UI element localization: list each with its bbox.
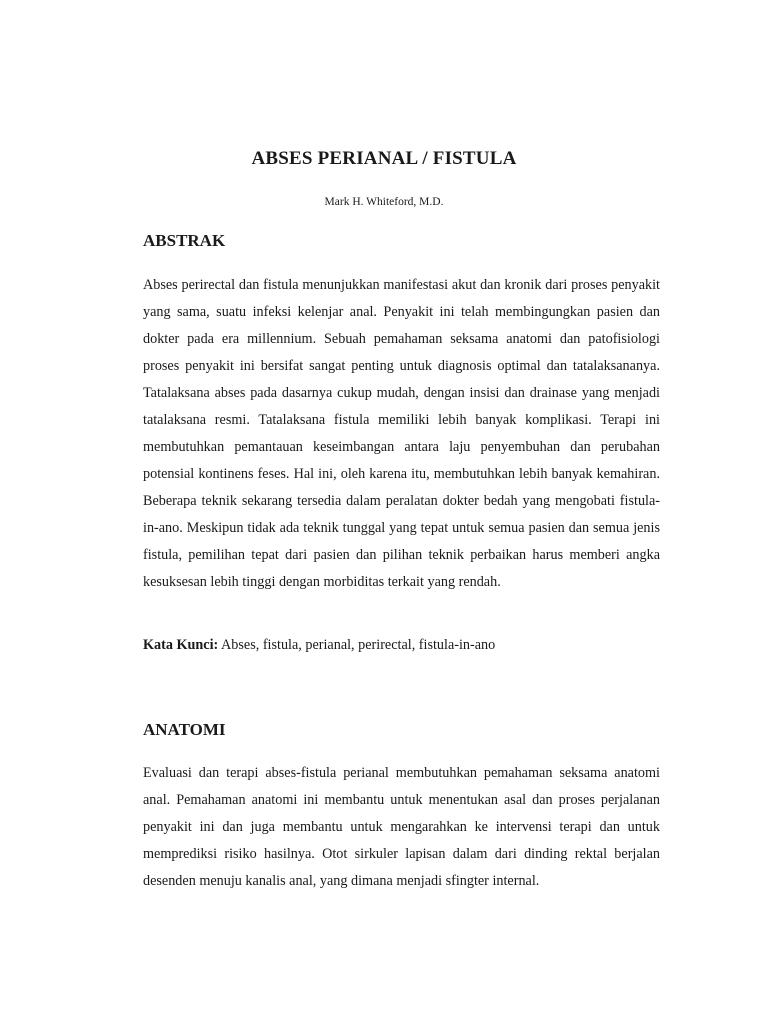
- keywords-line: [143, 634, 495, 656]
- anatomy-heading: ANATOMI: [143, 720, 226, 739]
- keywords-value: Abses, fistula, perianal, perirectal, fistula-in-ano: [218, 637, 496, 653]
- author-name: Mark H. Whiteford, M.D.: [324, 196, 444, 208]
- document-title: ABSES PERIANAL / FISTULA: [251, 148, 517, 169]
- abstract-heading: ABSTRAK: [143, 231, 226, 250]
- anatomy-paragraph: Evaluasi dan terapi abses-fistula perianal membutuhkan pemahaman seksama anatomi anal. Pemahaman anatomi ini membantu untuk menentukan asal dan proses perjalanan penyakit ini dan juga membantu untuk mengarahkan ke intervensi terapi dan untuk memprediksi risiko hasilnya. Otot sirkuler lapisan dalam dari dinding rektal berjalan desenden menuju kanalis anal, yang dimana menjadi sfingter internal.: [143, 765, 660, 889]
- keywords-label: Kata Kunci:: [143, 637, 219, 653]
- abstract-paragraph: Abses perirectal dan fistula menunjukkan manifestasi akut dan kronik dari proses penyakit yang sama, suatu infeksi kelenjar anal. Penyakit ini telah membingungkan pasien dan dokter pada era millennium. Sebuah pemahaman seksama anatomi dan patofisiologi proses penyakit ini bersifat sangat penting untuk diagnosis optimal dan tatalaksananya. Tatalaksana abses pada dasarnya cukup mudah, dengan insisi dan drainase yang menjadi tatalaksana resmi. Tatalaksana fistula memiliki lebih banyak komplikasi. Terapi ini membutuhkan pemantauan keseimbangan antara laju penyembuhan dan perubahan potensial kontinens feses. Hal ini, oleh karena itu, membutuhkan lebih banyak kemahiran. Beberapa teknik sekarang tersedia dalam peralatan dokter bedah yang mengobati fistula-in-ano. Meskipun tidak ada teknik tunggal yang tepat untuk semua pasien dan semua jenis fistula, pemilihan tepat dari pasien dan pilihan teknik perbaikan harus memberi angka kesuksesan lebih tinggi dengan morbiditas terkait yang rendah.: [143, 277, 660, 590]
